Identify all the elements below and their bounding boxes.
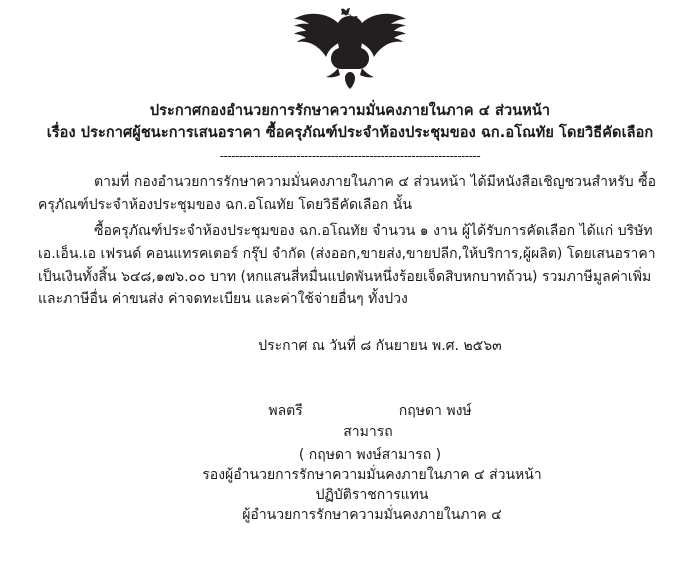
signature-rank-row — [38, 401, 662, 421]
signer-name-paren: ( กฤษดา พงษ์สามารถ ) — [298, 446, 442, 463]
signer-position-line-2: ปฏิบัติราชการแทน — [315, 487, 429, 504]
garuda-emblem-icon — [290, 2, 410, 94]
signer-position-line-3: ผู้อำนวยการรักษาความมั่นคงภายในภาค ๔ — [242, 507, 502, 524]
title-line-2: เรื่อง ประกาศผู้ชนะการเสนอราคา ซื้อครุภัณฑ์ประจำห้องประชุมของ ฉก.อโณทัย โดยวิธีคัดเลือก — [46, 125, 654, 142]
divider: -------------------------------------------------------------------- — [219, 148, 481, 163]
signer-rank: พลตรี — [268, 402, 303, 419]
signer-position-line-1: รองผู้อำนวยการรักษาความมั่นคงภายในภาค ๔ ส่วนหน้า — [202, 466, 542, 483]
paragraph-1-text: ตามที่ กองอำนวยการรักษาความมั่นคงภายในภาค ๔ ส่วนหน้า ได้มีหนังสือเชิญชวนสำหรับ ซื้อครุภัณฑ์ประจำห้องประชุมของ ฉก.อโณทัย โดยวิธีคัดเลือก นั้น — [38, 173, 656, 213]
emblem-container — [38, 0, 662, 98]
paragraph-2-text: ซื้อครุภัณฑ์ประจำห้องประชุมของ ฉก.อโณทัย จำนวน ๑ งาน ผู้ได้รับการคัดเลือก ได้แก่ บริษัท เอ.เอ็น.เอ เฟรนด์ คอนแทรคเตอร์ กรุ๊ป จำกัด (ส่งออก,ขายส่ง,ขายปลีก,ให้บริการ,ผู้ผลิต) โดยเสนอราคา เป็นเงินทั้งสิ้น ๖๔๘,๑๗๖.๐๐ บาท (หกแสนสี่หมื่นแปดพันหนึ่งร้อยเจ็ดสิบหกบาทถ้วน) รวมภาษีมูลค่าเพิ่มและภาษีอื่น ค่าขนส่ง ค่าจดทะเบียน และค่าใช้จ่ายอื่นๆ ทั้งปวง — [38, 223, 656, 308]
announcement-date: ประกาศ ณ วันที่ ๘ กันยายน พ.ศ. ๒๕๖๓ — [258, 337, 502, 354]
title-line-1: ประกาศกองอำนวยการรักษาความมั่นคงภายในภาค ๔ ส่วนหน้า — [149, 103, 551, 119]
document-body — [38, 171, 662, 311]
signer-name-line-2: สามารถ — [343, 424, 393, 441]
signature-block — [38, 401, 662, 526]
paragraph-1 — [38, 171, 662, 216]
document-title — [38, 100, 662, 145]
paragraph-2 — [38, 220, 662, 311]
signer-name-line-1: กฤษดา พงษ์ — [398, 402, 472, 419]
